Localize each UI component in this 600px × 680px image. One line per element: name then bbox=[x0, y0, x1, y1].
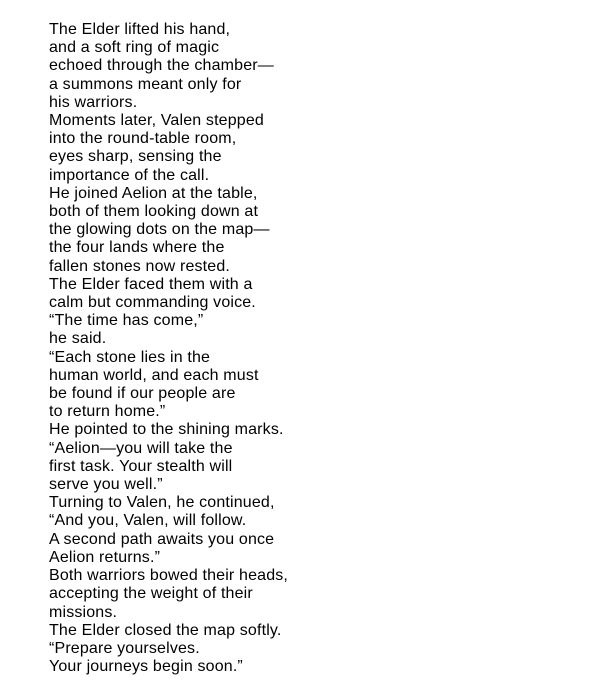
story-line: be found if our people are bbox=[49, 385, 236, 403]
story-line: to return home.” bbox=[49, 403, 166, 421]
story-line: and a soft ring of magic bbox=[49, 39, 220, 57]
story-line: “The time has come,” bbox=[49, 312, 204, 330]
story-line: the four lands where the bbox=[49, 239, 225, 257]
story-line: missions. bbox=[49, 603, 118, 621]
story-line: into the round-table room, bbox=[49, 130, 237, 148]
story-line: accepting the weight of their bbox=[49, 585, 253, 603]
story-line: fallen stones now rested. bbox=[49, 257, 230, 275]
story-line: The Elder faced them with a bbox=[49, 275, 253, 293]
story-line: “Prepare yourselves. bbox=[49, 639, 200, 657]
story-line: “Aelion—you will take the bbox=[49, 439, 233, 457]
story-line: eyes sharp, sensing the bbox=[49, 148, 222, 166]
story-line: He joined Aelion at the table, bbox=[49, 184, 258, 202]
story-line: The Elder lifted his hand, bbox=[49, 21, 231, 38]
story-line: first task. Your stealth will bbox=[49, 457, 233, 475]
story-line: The Elder closed the map softly. bbox=[49, 621, 282, 639]
story-text-block bbox=[49, 21, 569, 676]
story-line: the glowing dots on the map— bbox=[49, 221, 270, 239]
story-line: Turning to Valen, he continued, bbox=[49, 494, 275, 512]
story-line: calm but commanding voice. bbox=[49, 294, 256, 312]
story-line: Aelion returns.” bbox=[49, 548, 161, 566]
story-line: human world, and each must bbox=[49, 366, 259, 384]
story-line: “And you, Valen, will follow. bbox=[49, 512, 247, 530]
story-line: Your journeys begin soon.” bbox=[49, 658, 243, 676]
story-line: “Each stone lies in the bbox=[49, 348, 211, 366]
story-line: Moments later, Valen stepped bbox=[49, 112, 264, 130]
story-line: Both warriors bowed their heads, bbox=[49, 567, 289, 585]
story-line: A second path awaits you once bbox=[49, 530, 275, 548]
story-line: both of them looking down at bbox=[49, 203, 259, 221]
story-line: he said. bbox=[49, 330, 107, 348]
story-line: echoed through the chamber— bbox=[49, 57, 274, 75]
story-line: a summons meant only for bbox=[49, 75, 242, 93]
story-line: importance of the call. bbox=[49, 166, 210, 184]
story-line: He pointed to the shining marks. bbox=[49, 421, 284, 439]
story-line: serve you well.” bbox=[49, 476, 163, 494]
story-line: his warriors. bbox=[49, 93, 138, 111]
